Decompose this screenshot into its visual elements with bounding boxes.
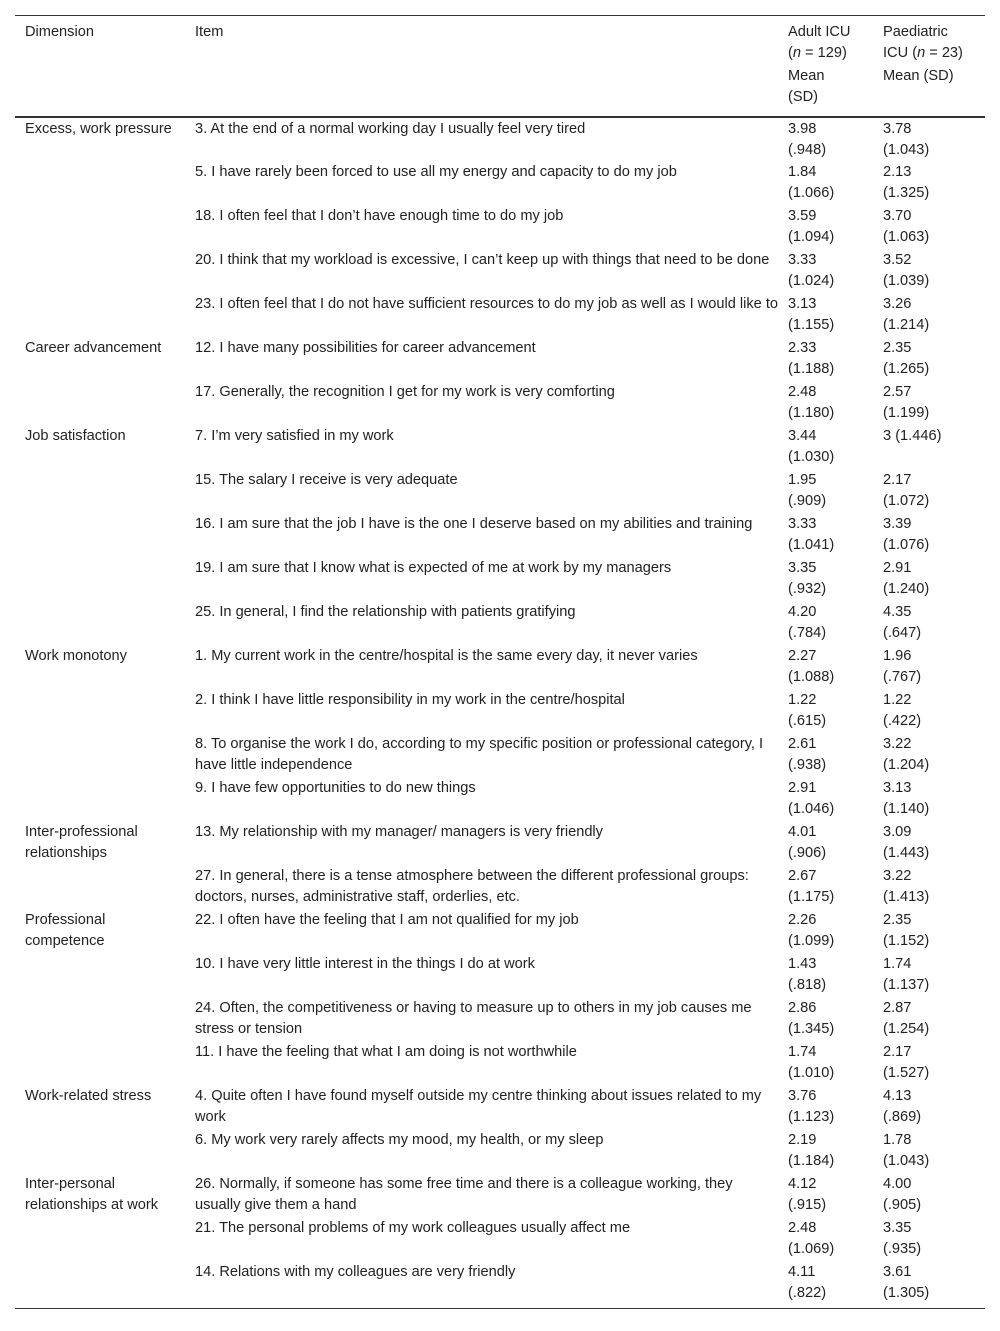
table-row (15, 382, 985, 426)
dimension-cell (15, 117, 185, 162)
paed-mean: 3.52 (883, 252, 912, 268)
adult-mean: 3.44 (788, 428, 817, 444)
paed-icu-cell (873, 338, 985, 382)
dimension-cell (15, 998, 185, 1042)
header-paediatric-icu (873, 16, 985, 67)
header-adult-title: Adult ICU (788, 24, 851, 40)
paed-icu-cell (873, 206, 985, 250)
dimension-cell (15, 646, 185, 690)
item-text: 8. To organise the work I do, according to my specific position or professional category, I have little independence (195, 736, 764, 773)
adult-mean: 3.59 (788, 208, 817, 224)
adult-icu-cell (778, 117, 873, 162)
adult-mean: 1.84 (788, 164, 817, 180)
adult-icu-cell (778, 1174, 873, 1218)
adult-mean: 2.91 (788, 780, 817, 796)
paed-icu-cell (873, 690, 985, 734)
dimension-cell (15, 954, 185, 998)
dimension-cell (15, 514, 185, 558)
adult-sd: (1.010) (788, 1065, 835, 1081)
dimension-cell (15, 822, 185, 866)
paed-mean: 3.26 (883, 296, 912, 312)
adult-sd: (1.175) (788, 889, 835, 905)
item-text: 6. My work very rarely affects my mood, my health, or my sleep (195, 1132, 604, 1148)
paed-mean: 3.35 (883, 1220, 912, 1236)
paed-sd: (.647) (883, 625, 922, 641)
dimension-cell (15, 1042, 185, 1086)
item-text: 22. I often have the feeling that I am not qualified for my job (195, 912, 579, 928)
paed-sd: (1.043) (883, 1153, 930, 1169)
adult-sd: (1.069) (788, 1241, 835, 1257)
item-text: 9. I have few opportunities to do new things (195, 780, 476, 796)
item-text: 11. I have the feeling that what I am doing is not worthwhile (195, 1044, 577, 1060)
adult-icu-cell (778, 866, 873, 910)
adult-icu-cell (778, 206, 873, 250)
item-cell (185, 206, 778, 250)
adult-icu-cell (778, 910, 873, 954)
paed-mean: 3.78 (883, 121, 912, 137)
header-item: Item (185, 16, 778, 67)
header-dimension: Dimension (15, 16, 185, 67)
paed-sd: (.869) (883, 1109, 922, 1125)
adult-mean: 4.01 (788, 824, 817, 840)
table-row (15, 514, 985, 558)
table-row (15, 954, 985, 998)
header-paed-prefix: ICU ( (883, 45, 918, 61)
item-cell (185, 1174, 778, 1218)
item-cell (185, 250, 778, 294)
item-cell (185, 998, 778, 1042)
adult-sd: (.822) (788, 1285, 827, 1301)
item-cell (185, 1042, 778, 1086)
paed-icu-cell (873, 250, 985, 294)
adult-sd: (1.184) (788, 1153, 835, 1169)
adult-sd: (.818) (788, 977, 827, 993)
header-paed-title: Paediatric (883, 24, 948, 40)
paed-mean: 3.22 (883, 868, 912, 884)
paed-icu-cell (873, 866, 985, 910)
adult-mean: 2.67 (788, 868, 817, 884)
adult-sd: (1.094) (788, 229, 835, 245)
item-text: 3. At the end of a normal working day I usually feel very tired (195, 121, 586, 137)
item-cell (185, 117, 778, 162)
paed-icu-cell (873, 1086, 985, 1130)
item-cell (185, 602, 778, 646)
paed-icu-cell (873, 998, 985, 1042)
paed-icu-cell (873, 646, 985, 690)
table-row (15, 690, 985, 734)
paed-mean: 1.74 (883, 956, 912, 972)
paed-icu-cell (873, 426, 985, 470)
header-adult-mean-sd (778, 66, 873, 117)
item-text: 7. I’m very satisfied in my work (195, 428, 394, 444)
dimension-text: Excess, work pressure (25, 121, 172, 137)
item-text: 20. I think that my workload is excessive, I can’t keep up with things that need to be done (195, 252, 770, 268)
table-row (15, 162, 985, 206)
item-text: 14. Relations with my colleagues are very friendly (195, 1264, 516, 1280)
table-row (15, 250, 985, 294)
table-row (15, 470, 985, 514)
table-row (15, 1130, 985, 1174)
dimension-cell (15, 162, 185, 206)
dimension-cell (15, 690, 185, 734)
adult-icu-cell (778, 954, 873, 998)
dimension-cell (15, 1130, 185, 1174)
adult-sd: (1.030) (788, 449, 835, 465)
adult-icu-cell (778, 426, 873, 470)
paed-mean: 2.17 (883, 1044, 912, 1060)
item-cell (185, 734, 778, 778)
paed-sd: (1.152) (883, 933, 930, 949)
table-body (15, 117, 985, 1309)
adult-icu-cell (778, 1218, 873, 1262)
paed-sd: (1.446) (895, 428, 942, 444)
adult-icu-cell (778, 250, 873, 294)
adult-mean: 2.19 (788, 1132, 817, 1148)
item-cell (185, 426, 778, 470)
paed-sd: (1.265) (883, 361, 930, 377)
adult-mean: 1.22 (788, 692, 817, 708)
paed-mean: 3.09 (883, 824, 912, 840)
header-adult-n-symbol: n (792, 45, 801, 61)
item-text: 10. I have very little interest in the things I do at work (195, 956, 535, 972)
item-cell (185, 778, 778, 822)
adult-mean: 2.61 (788, 736, 817, 752)
header-adult-mean: Mean (788, 68, 825, 84)
paed-mean: 2.57 (883, 384, 912, 400)
paed-mean: 3.70 (883, 208, 912, 224)
item-text: 15. The salary I receive is very adequate (195, 472, 458, 488)
dimension-text: Work monotony (25, 648, 127, 664)
paed-icu-cell (873, 602, 985, 646)
paed-icu-cell (873, 558, 985, 602)
paed-mean: 3.13 (883, 780, 912, 796)
dimension-cell (15, 1086, 185, 1130)
header-empty-1 (15, 66, 185, 117)
adult-sd: (1.123) (788, 1109, 835, 1125)
item-text: 24. Often, the competitiveness or having to measure up to others in my job causes me stress or tension (195, 1000, 752, 1037)
adult-sd: (1.066) (788, 185, 835, 201)
adult-sd: (1.041) (788, 537, 835, 553)
adult-icu-cell (778, 602, 873, 646)
paed-mean: 2.35 (883, 340, 912, 356)
adult-mean: 4.20 (788, 604, 817, 620)
item-cell (185, 866, 778, 910)
paed-sd: (1.325) (883, 185, 930, 201)
adult-icu-cell (778, 690, 873, 734)
adult-mean: 2.48 (788, 1220, 817, 1236)
adult-icu-cell (778, 470, 873, 514)
item-cell (185, 338, 778, 382)
item-cell (185, 822, 778, 866)
paed-icu-cell (873, 514, 985, 558)
adult-icu-cell (778, 382, 873, 426)
dimension-cell (15, 866, 185, 910)
item-text: 21. The personal problems of my work colleagues usually affect me (195, 1220, 631, 1236)
adult-icu-cell (778, 338, 873, 382)
adult-sd: (1.188) (788, 361, 835, 377)
paed-mean: 1.78 (883, 1132, 912, 1148)
item-cell (185, 910, 778, 954)
adult-sd: (1.345) (788, 1021, 835, 1037)
item-text: 1. My current work in the centre/hospital is the same every day, it never varies (195, 648, 698, 664)
adult-icu-cell (778, 162, 873, 206)
dimension-cell (15, 206, 185, 250)
adult-sd: (.906) (788, 845, 827, 861)
adult-mean: 3.98 (788, 121, 817, 137)
adult-sd: (.938) (788, 757, 827, 773)
adult-mean: 4.11 (788, 1264, 816, 1280)
paed-mean: 4.00 (883, 1176, 912, 1192)
adult-mean: 3.33 (788, 516, 817, 532)
dimension-text: Career advancement (25, 340, 162, 356)
adult-mean: 3.76 (788, 1088, 817, 1104)
paed-icu-cell (873, 470, 985, 514)
table-row (15, 734, 985, 778)
dimension-text: Professional competence (25, 912, 106, 949)
header-adult-n-value: = 129) (801, 45, 847, 61)
item-text: 19. I am sure that I know what is expected of me at work by my managers (195, 560, 672, 576)
icu-items-table (15, 15, 985, 1309)
dimension-cell (15, 778, 185, 822)
table-row (15, 1218, 985, 1262)
paed-sd: (1.254) (883, 1021, 930, 1037)
paed-sd: (.935) (883, 1241, 922, 1257)
table-row (15, 1174, 985, 1218)
paed-icu-cell (873, 910, 985, 954)
adult-sd: (.915) (788, 1197, 827, 1213)
adult-sd: (1.155) (788, 317, 835, 333)
adult-mean: 2.86 (788, 1000, 817, 1016)
adult-mean: 2.48 (788, 384, 817, 400)
dimension-cell (15, 558, 185, 602)
paed-icu-cell (873, 822, 985, 866)
paed-icu-cell (873, 1042, 985, 1086)
table-row (15, 117, 985, 162)
adult-mean: 4.12 (788, 1176, 817, 1192)
item-text: 13. My relationship with my manager/ managers is very friendly (195, 824, 603, 840)
adult-mean: 3.33 (788, 252, 817, 268)
adult-icu-cell (778, 778, 873, 822)
paed-sd: (.422) (883, 713, 922, 729)
header-paed-n-symbol: n (917, 45, 926, 61)
dimension-cell (15, 1262, 185, 1309)
adult-icu-cell (778, 294, 873, 338)
adult-icu-cell (778, 998, 873, 1042)
adult-sd: (.932) (788, 581, 827, 597)
table-row (15, 1262, 985, 1309)
paed-mean: 4.13 (883, 1088, 912, 1104)
adult-icu-cell (778, 1086, 873, 1130)
paed-icu-cell (873, 162, 985, 206)
adult-sd: (1.099) (788, 933, 835, 949)
adult-sd: (1.024) (788, 273, 835, 289)
dimension-cell (15, 1218, 185, 1262)
item-text: 4. Quite often I have found myself outside my centre thinking about issues related to my work (195, 1088, 762, 1125)
item-cell (185, 558, 778, 602)
paed-sd: (1.413) (883, 889, 930, 905)
paed-icu-cell (873, 1174, 985, 1218)
adult-icu-cell (778, 734, 873, 778)
dimension-cell (15, 426, 185, 470)
adult-sd: (1.088) (788, 669, 835, 685)
table-row (15, 426, 985, 470)
adult-mean: 3.35 (788, 560, 817, 576)
item-text: 12. I have many possibilities for career advancement (195, 340, 536, 356)
dimension-cell (15, 910, 185, 954)
paed-mean: 1.96 (883, 648, 912, 664)
table-row (15, 866, 985, 910)
adult-icu-cell (778, 1262, 873, 1309)
paed-sd: (1.527) (883, 1065, 930, 1081)
item-cell (185, 162, 778, 206)
item-cell (185, 382, 778, 426)
item-text: 23. I often feel that I do not have sufficient resources to do my job as well as I would like to (195, 296, 778, 312)
dimension-cell (15, 338, 185, 382)
adult-mean: 2.26 (788, 912, 817, 928)
item-text: 25. In general, I find the relationship with patients gratifying (195, 604, 576, 620)
paed-sd: (1.072) (883, 493, 930, 509)
adult-icu-cell (778, 1130, 873, 1174)
item-text: 18. I often feel that I don’t have enough time to do my job (195, 208, 564, 224)
paed-sd: (1.076) (883, 537, 930, 553)
paed-sd: (.905) (883, 1197, 922, 1213)
item-cell (185, 1086, 778, 1130)
paed-mean: 3.61 (883, 1264, 912, 1280)
item-cell (185, 294, 778, 338)
item-cell (185, 690, 778, 734)
item-text: 26. Normally, if someone has some free time and there is a colleague working, they usually give them a hand (195, 1176, 733, 1213)
paed-sd: (1.063) (883, 229, 930, 245)
item-cell (185, 646, 778, 690)
adult-mean: 2.33 (788, 340, 817, 356)
item-text: 16. I am sure that the job I have is the one I deserve based on my abilities and training (195, 516, 753, 532)
paed-mean: 2.87 (883, 1000, 912, 1016)
table-row (15, 558, 985, 602)
table-row (15, 1086, 985, 1130)
paed-sd: (1.039) (883, 273, 930, 289)
adult-mean: 1.95 (788, 472, 817, 488)
table-row (15, 998, 985, 1042)
adult-icu-cell (778, 558, 873, 602)
paed-sd: (1.043) (883, 142, 930, 158)
header-adult-sd: (SD) (788, 89, 818, 105)
item-cell (185, 1130, 778, 1174)
dimension-cell (15, 250, 185, 294)
header-paed-n-value: = 23) (925, 45, 963, 61)
table-row (15, 646, 985, 690)
adult-icu-cell (778, 514, 873, 558)
item-cell (185, 514, 778, 558)
paed-icu-cell (873, 382, 985, 426)
paed-icu-cell (873, 954, 985, 998)
adult-sd: (1.046) (788, 801, 835, 817)
paed-sd: (1.443) (883, 845, 930, 861)
table-row (15, 602, 985, 646)
adult-sd: (.948) (788, 142, 827, 158)
header-paed-mean-sd: Mean (SD) (873, 66, 985, 117)
paed-mean: 2.91 (883, 560, 912, 576)
adult-sd: (1.180) (788, 405, 835, 421)
paed-mean: 2.17 (883, 472, 912, 488)
table-row (15, 778, 985, 822)
paed-icu-cell (873, 1262, 985, 1309)
item-text: 17. Generally, the recognition I get for my work is very comforting (195, 384, 615, 400)
paed-icu-cell (873, 294, 985, 338)
paed-sd: (1.140) (883, 801, 930, 817)
table-row (15, 338, 985, 382)
paed-icu-cell (873, 1130, 985, 1174)
dimension-cell (15, 602, 185, 646)
adult-mean: 3.13 (788, 296, 817, 312)
paed-sd: (.767) (883, 669, 922, 685)
dimension-cell (15, 734, 185, 778)
paed-sd: (1.199) (883, 405, 930, 421)
paed-sd: (1.137) (883, 977, 930, 993)
adult-mean: 2.27 (788, 648, 817, 664)
item-cell (185, 470, 778, 514)
dimension-text: Inter-personal relationships at work (25, 1176, 159, 1213)
header-adult-icu: Adult ICU (n = 129) (778, 16, 873, 67)
paed-mean: 3.39 (883, 516, 912, 532)
item-text: 5. I have rarely been forced to use all my energy and capacity to do my job (195, 164, 677, 180)
table-row (15, 1042, 985, 1086)
dimension-text: Inter-professional relationships (25, 824, 138, 861)
paed-icu-cell (873, 117, 985, 162)
adult-sd: (.784) (788, 625, 827, 641)
table-row (15, 822, 985, 866)
paed-mean: 1.22 (883, 692, 912, 708)
dimension-text: Work-related stress (25, 1088, 152, 1104)
adult-sd: (.909) (788, 493, 827, 509)
paed-sd: (1.204) (883, 757, 930, 773)
adult-icu-cell (778, 646, 873, 690)
item-cell (185, 1218, 778, 1262)
adult-mean: 1.74 (788, 1044, 817, 1060)
table-header (15, 16, 985, 118)
dimension-cell (15, 470, 185, 514)
item-cell (185, 1262, 778, 1309)
item-text: 2. I think I have little responsibility in my work in the centre/hospital (195, 692, 625, 708)
table-row (15, 910, 985, 954)
paed-mean: 2.35 (883, 912, 912, 928)
item-cell (185, 954, 778, 998)
paed-sd: (1.240) (883, 581, 930, 597)
paed-icu-cell (873, 778, 985, 822)
dimension-cell (15, 382, 185, 426)
adult-sd: (.615) (788, 713, 827, 729)
dimension-cell (15, 1174, 185, 1218)
paed-mean: 4.35 (883, 604, 912, 620)
adult-icu-cell (778, 822, 873, 866)
table-row (15, 206, 985, 250)
paed-mean: 3 (883, 428, 892, 444)
paed-sd: (1.305) (883, 1285, 930, 1301)
adult-mean: 1.43 (788, 956, 817, 972)
table-row (15, 294, 985, 338)
paed-icu-cell (873, 734, 985, 778)
paed-icu-cell (873, 1218, 985, 1262)
adult-icu-cell (778, 1042, 873, 1086)
paed-mean: 2.13 (883, 164, 912, 180)
item-text: 27. In general, there is a tense atmosphere between the different professional groups: doctors, nurses, administrative staff, orderlies, etc. (195, 868, 749, 905)
dimension-cell (15, 294, 185, 338)
dimension-text: Job satisfaction (25, 428, 126, 444)
paed-sd: (1.214) (883, 317, 930, 333)
paed-mean: 3.22 (883, 736, 912, 752)
header-empty-2 (185, 66, 778, 117)
